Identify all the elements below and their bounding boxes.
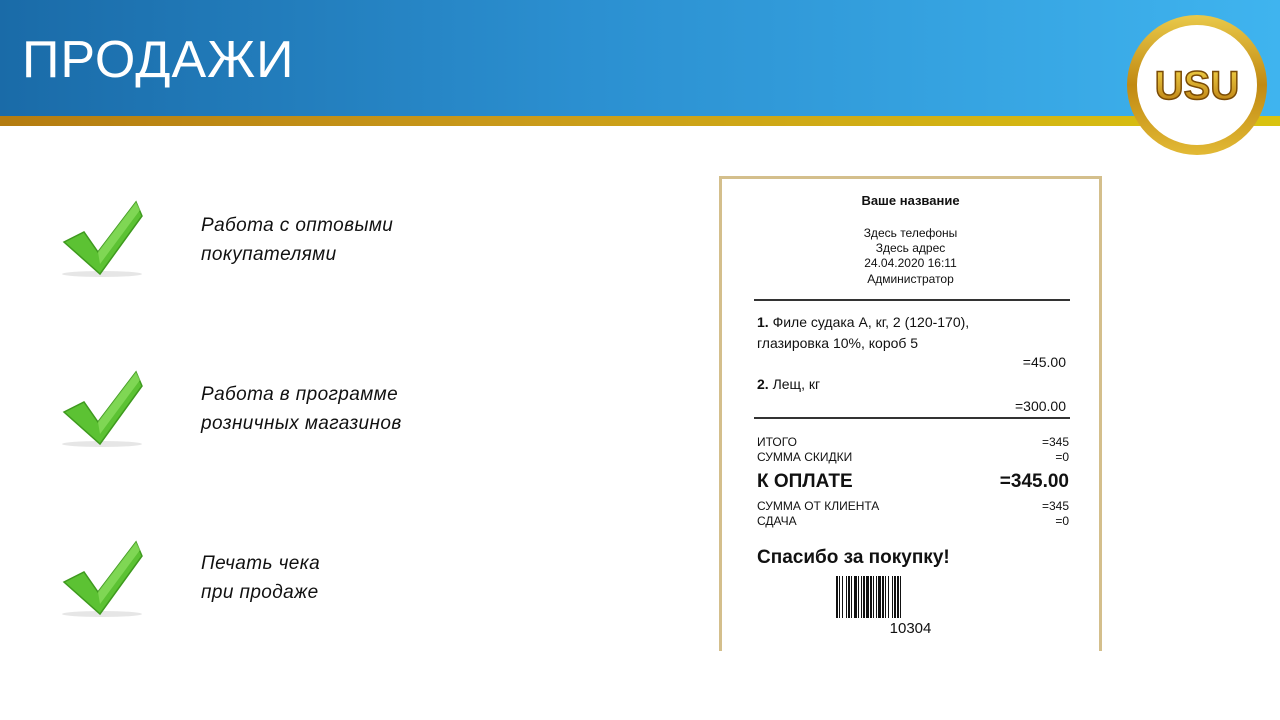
receipt-cashier: Администратор [867, 272, 954, 286]
receipt-divider [754, 417, 1070, 419]
receipt-item-2 [757, 374, 1077, 395]
receipt-total-value: =345 [1041, 435, 1069, 449]
receipt-from-client-value: =345 [1041, 499, 1069, 513]
feature-line: Работа в программе [201, 384, 399, 405]
receipt-datetime: 24.04.2020 16:11 [864, 256, 957, 270]
gold-divider [0, 116, 1280, 126]
checkmark-icon [58, 198, 148, 280]
feature-line: покупателями [201, 244, 337, 265]
usu-logo [1125, 13, 1269, 157]
receipt-change-value: =0 [1055, 514, 1069, 528]
feature-line: Работа с оптовыми [201, 215, 394, 236]
receipt-total-label: ИТОГО [757, 435, 797, 449]
logo-text: USU [1154, 64, 1240, 108]
receipt-item-num: 1. [757, 314, 769, 330]
header-banner [0, 0, 1280, 116]
feature-line: розничных магазинов [201, 413, 402, 434]
receipt-item-name-cont: глазировка 10%, короб 5 [757, 335, 919, 351]
receipt-thanks: Спасибо за покупку! [757, 547, 950, 568]
receipt-to-pay-value: =345.00 [999, 471, 1069, 492]
feature-text-retail [201, 380, 521, 438]
receipt-item-name: Лещ, кг [772, 376, 821, 392]
receipt-divider [754, 299, 1070, 301]
receipt-to-pay-label: К ОПЛАТЕ [757, 471, 853, 492]
receipt-address: Здесь адрес [875, 241, 946, 255]
checkmark-icon [58, 538, 148, 620]
receipt-change-label: СДАЧА [757, 514, 797, 528]
checkmark-icon [58, 368, 148, 450]
receipt-item-1 [757, 312, 1077, 354]
feature-text-wholesale [201, 211, 521, 269]
page-title: ПРОДАЖИ [22, 31, 295, 89]
receipt-item-num: 2. [757, 376, 769, 392]
barcode [836, 576, 964, 618]
receipt-store-name: Ваше название [861, 193, 960, 208]
receipt-item-name: Филе судака А, кг, 2 (120-170), [772, 314, 970, 330]
receipt-from-client-label: СУММА ОТ КЛИЕНТА [757, 499, 880, 513]
receipt-barcode-number: 10304 [889, 620, 932, 637]
receipt-discount-label: СУММА СКИДКИ [757, 450, 853, 464]
receipt-preview [719, 176, 1102, 651]
feature-line: при продаже [201, 582, 319, 603]
receipt-item-price: =45.00 [1022, 354, 1066, 370]
receipt-discount-value: =0 [1055, 450, 1069, 464]
receipt-item-price: =300.00 [1015, 398, 1066, 414]
receipt-phones: Здесь телефоны [863, 226, 958, 240]
feature-line: Печать чека [201, 553, 321, 574]
feature-text-receipt-print [201, 549, 521, 607]
